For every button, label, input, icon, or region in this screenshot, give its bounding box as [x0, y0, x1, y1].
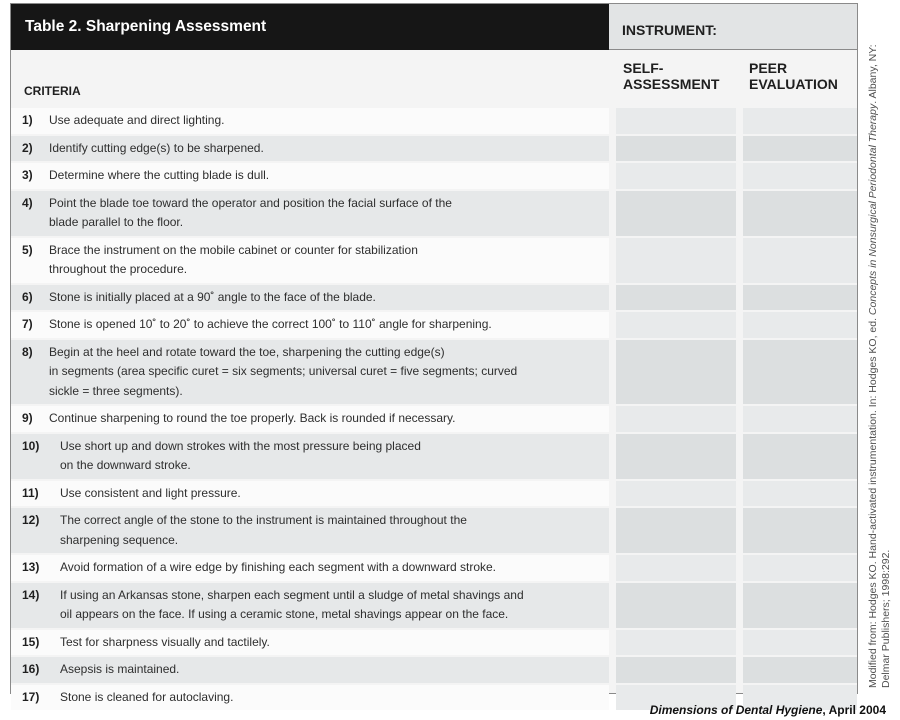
- criteria-cell: [11, 191, 609, 236]
- criteria-cell: [11, 630, 609, 656]
- table-row: [11, 189, 857, 236]
- criteria-cell: [11, 340, 609, 405]
- credit-book-title: Concepts in Nonsurgical Periodontal Therapy: [867, 103, 879, 316]
- footer-date: , April 2004: [822, 703, 886, 717]
- criteria-number: 17): [22, 689, 40, 704]
- criteria-text-line: Stone is opened 10˚ to 20˚ to achieve the correct 100˚ to 110˚ angle for sharpening.: [49, 317, 492, 331]
- criteria-text-line: in segments (area specific curet = six segments; universal curet = five segments; curved: [49, 364, 518, 378]
- criteria-text-line: If using an Arkansas stone, sharpen each segment until a sludge of metal shavings and: [60, 587, 524, 602]
- table-row: [11, 310, 857, 338]
- peer-evaluation-cell[interactable]: [743, 583, 857, 628]
- peer-header-line2: EVALUATION: [749, 76, 838, 92]
- criteria-text: [49, 166, 269, 186]
- criteria-text-line: Avoid formation of a wire edge by finishing each segment with a downward stroke.: [60, 560, 497, 574]
- assessment-table: [10, 3, 858, 704]
- criteria-number: 10): [22, 438, 40, 453]
- peer-evaluation-cell[interactable]: [743, 191, 857, 236]
- criteria-text: [60, 511, 467, 550]
- criteria-number: 5): [22, 242, 33, 257]
- criteria-cell: [11, 657, 609, 683]
- self-assessment-cell[interactable]: [616, 583, 736, 628]
- source-credit: [867, 8, 893, 688]
- self-assessment-cell[interactable]: [616, 136, 736, 162]
- criteria-number: 11): [22, 485, 39, 500]
- self-assessment-cell[interactable]: [616, 191, 736, 236]
- table-title: Table 2. Sharpening Assessment: [11, 4, 609, 50]
- self-assessment-cell[interactable]: [616, 555, 736, 581]
- peer-evaluation-cell[interactable]: [743, 136, 857, 162]
- criteria-text: [60, 660, 179, 680]
- criteria-text-line: Determine where the cutting blade is dull.: [49, 168, 270, 182]
- criteria-text-line: blade parallel to the floor.: [49, 215, 184, 229]
- criteria-text: [60, 437, 421, 476]
- criteria-cell: [11, 583, 609, 628]
- criteria-number: 12): [22, 513, 40, 527]
- criteria-cell: [11, 163, 609, 189]
- peer-evaluation-header: [749, 60, 869, 92]
- criteria-text-line: sharpening sequence.: [60, 532, 179, 547]
- self-assessment-cell[interactable]: [616, 238, 736, 283]
- peer-header-line1: PEER: [749, 60, 788, 76]
- table-row: [11, 655, 857, 683]
- criteria-number: 13): [22, 560, 40, 574]
- criteria-text-line: on the downward stroke.: [60, 458, 191, 472]
- criteria-text-line: Stone is cleaned for autoclaving.: [60, 689, 234, 704]
- criteria-text-line: Use short up and down strokes with the most pressure being placed: [60, 438, 421, 453]
- criteria-number: 8): [22, 344, 33, 359]
- credit-prefix: Modified from: Hodges KO. Hand-activated instrumentation. In: Hodges KO, ed.: [867, 315, 879, 688]
- table-row: [11, 479, 857, 507]
- criteria-number: 7): [22, 317, 33, 331]
- peer-evaluation-cell[interactable]: [743, 285, 857, 311]
- peer-evaluation-cell[interactable]: [743, 481, 857, 507]
- self-assessment-cell[interactable]: [616, 630, 736, 656]
- criteria-number: 1): [22, 113, 33, 127]
- self-assessment-cell[interactable]: [616, 312, 736, 338]
- peer-evaluation-cell[interactable]: [743, 108, 857, 134]
- criteria-text: [49, 288, 376, 308]
- table-row: [11, 553, 857, 581]
- table-row: [11, 404, 857, 432]
- criteria-text-line: Asepsis is maintained.: [60, 662, 180, 676]
- table-row: [11, 628, 857, 656]
- criteria-cell: [11, 136, 609, 162]
- self-header-line1: SELF-: [623, 60, 664, 76]
- self-assessment-cell[interactable]: [616, 434, 736, 479]
- criteria-text: [49, 139, 264, 159]
- criteria-cell: [11, 108, 609, 134]
- self-assessment-cell[interactable]: [616, 508, 736, 553]
- peer-evaluation-cell[interactable]: [743, 630, 857, 656]
- criteria-text-line: Use consistent and light pressure.: [60, 485, 241, 500]
- peer-evaluation-cell[interactable]: [743, 657, 857, 683]
- criteria-text-line: Test for sharpness visually and tactilely.: [60, 634, 270, 649]
- criteria-cell: [11, 285, 609, 311]
- criteria-cell: [11, 406, 609, 432]
- footer-journal: Dimensions of Dental Hygiene: [649, 703, 823, 717]
- peer-evaluation-cell[interactable]: [743, 434, 857, 479]
- credit-suffix: . Albany, NY: Delmar Publishers; 1998:292.: [867, 44, 892, 688]
- table-row: [11, 581, 857, 628]
- criteria-text-line: oil appears on the face. If using a ceramic stone, metal shavings appear on the face.: [60, 607, 509, 621]
- criteria-number: 9): [22, 411, 33, 425]
- criteria-text: [49, 194, 452, 233]
- self-assessment-cell[interactable]: [616, 108, 736, 134]
- criteria-rows: [11, 106, 857, 710]
- criteria-text-line: The correct angle of the stone to the instrument is maintained throughout the: [60, 513, 467, 527]
- criteria-text-line: Stone is initially placed at a 90˚ angle to the face of the blade.: [49, 289, 376, 304]
- criteria-number: 15): [22, 634, 40, 649]
- table-row: [11, 432, 857, 479]
- criteria-number: 14): [22, 587, 40, 602]
- self-assessment-cell[interactable]: [616, 657, 736, 683]
- criteria-cell: [11, 312, 609, 338]
- criteria-text: [49, 343, 517, 402]
- self-header-line2: ASSESSMENT: [623, 76, 720, 92]
- criteria-cell: [11, 555, 609, 581]
- column-header-row: [11, 50, 857, 106]
- criteria-cell: [11, 238, 609, 283]
- peer-evaluation-cell[interactable]: [743, 508, 857, 553]
- peer-evaluation-cell[interactable]: [743, 312, 857, 338]
- self-assessment-cell[interactable]: [616, 340, 736, 405]
- criteria-cell: [11, 685, 609, 711]
- criteria-text-line: Brace the instrument on the mobile cabinet or counter for stabilization: [49, 242, 418, 257]
- criteria-header: CRITERIA: [24, 84, 81, 98]
- table-row: [11, 161, 857, 189]
- criteria-text: [49, 111, 224, 131]
- criteria-number: 4): [22, 195, 33, 210]
- publication-footer: [650, 703, 886, 717]
- self-assessment-cell[interactable]: [616, 285, 736, 311]
- criteria-number: 6): [22, 289, 33, 304]
- instrument-label: INSTRUMENT:: [622, 22, 717, 38]
- peer-evaluation-cell[interactable]: [743, 406, 857, 432]
- criteria-text: [60, 586, 524, 625]
- criteria-cell: [11, 508, 609, 553]
- criteria-text-line: throughout the procedure.: [49, 262, 188, 276]
- table-row: [11, 506, 857, 553]
- table-row: [11, 283, 857, 311]
- criteria-text-line: Identify cutting edge(s) to be sharpened.: [49, 140, 264, 155]
- peer-evaluation-cell[interactable]: [743, 238, 857, 283]
- self-assessment-cell[interactable]: [616, 406, 736, 432]
- self-assessment-cell[interactable]: [616, 481, 736, 507]
- criteria-number: 3): [22, 168, 33, 182]
- criteria-text: [60, 484, 241, 504]
- peer-evaluation-cell[interactable]: [743, 555, 857, 581]
- criteria-text: [60, 688, 233, 708]
- criteria-text: [49, 409, 455, 429]
- peer-evaluation-cell[interactable]: [743, 163, 857, 189]
- criteria-text-line: Point the blade toe toward the operator and position the facial surface of the: [49, 195, 452, 210]
- table-row: [11, 134, 857, 162]
- table-row: [11, 106, 857, 134]
- criteria-text-line: Continue sharpening to round the toe properly. Back is rounded if necessary.: [49, 411, 456, 425]
- criteria-cell: [11, 434, 609, 479]
- criteria-number: 2): [22, 140, 33, 155]
- criteria-text: [60, 633, 270, 653]
- table-row: [11, 236, 857, 283]
- peer-evaluation-cell[interactable]: [743, 340, 857, 405]
- criteria-text: [49, 315, 492, 335]
- criteria-text-line: sickle = three segments).: [49, 383, 183, 398]
- criteria-number: 16): [22, 662, 40, 676]
- instrument-field: [609, 4, 857, 50]
- criteria-text-line: Begin at the heel and rotate toward the toe, sharpening the cutting edge(s): [49, 344, 445, 359]
- self-assessment-header: [623, 60, 743, 92]
- self-assessment-cell[interactable]: [616, 163, 736, 189]
- criteria-cell: [11, 481, 609, 507]
- table-row: [11, 338, 857, 405]
- criteria-text: [60, 558, 496, 578]
- criteria-text: [49, 241, 418, 280]
- criteria-text-line: Use adequate and direct lighting.: [49, 113, 225, 127]
